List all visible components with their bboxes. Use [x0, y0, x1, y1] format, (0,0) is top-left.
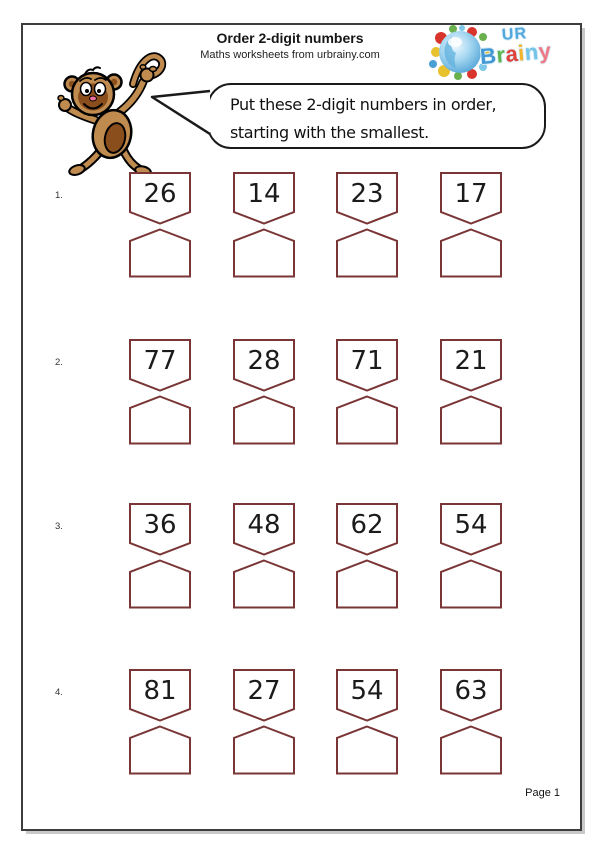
number-cell — [440, 172, 502, 278]
speech-line-1: Put these 2-digit numbers in order, — [230, 95, 497, 114]
number-banner-shape — [336, 503, 398, 556]
number-cell — [129, 172, 191, 278]
number-banner-shape — [129, 339, 191, 392]
number-banner-shape — [129, 503, 191, 556]
row-number-label: 3. — [55, 521, 63, 532]
answer-box[interactable] — [336, 395, 398, 445]
number-banner-shape — [233, 669, 295, 722]
number-cell — [336, 503, 398, 609]
number-banner-shape — [233, 503, 295, 556]
exercise-row — [0, 339, 606, 449]
number-cell — [233, 339, 295, 445]
exercise-row — [0, 669, 606, 779]
exercise-row — [0, 172, 606, 282]
number-banner-shape — [336, 339, 398, 392]
number-cell — [440, 669, 502, 775]
number-cell — [129, 339, 191, 445]
answer-box[interactable] — [129, 228, 191, 278]
row-number-label: 4. — [55, 687, 63, 698]
number-cell — [233, 172, 295, 278]
answer-box[interactable] — [233, 228, 295, 278]
answer-box[interactable] — [440, 228, 502, 278]
page-subtitle: Maths worksheets from urbrainy.com — [200, 49, 380, 61]
answer-box[interactable] — [233, 559, 295, 609]
number-cell — [129, 669, 191, 775]
answer-box[interactable] — [233, 725, 295, 775]
number-value: 36 — [143, 510, 177, 540]
number-value: 71 — [350, 346, 384, 376]
number-banner-shape — [336, 172, 398, 225]
speech-bubble — [207, 83, 546, 149]
number-cell — [440, 339, 502, 445]
number-value: 14 — [247, 179, 281, 209]
exercise-row — [0, 503, 606, 613]
number-value: 77 — [143, 346, 177, 376]
answer-box[interactable] — [440, 559, 502, 609]
number-cell — [233, 503, 295, 609]
number-value: 62 — [350, 510, 384, 540]
page-number: Page 1 — [525, 787, 560, 799]
number-cell — [233, 669, 295, 775]
speech-line-2: starting with the smallest. — [230, 123, 429, 142]
number-banner-shape — [336, 669, 398, 722]
answer-box[interactable] — [336, 228, 398, 278]
row-number-label: 2. — [55, 357, 63, 368]
logo-letter: a — [504, 40, 520, 67]
logo-letter: i — [517, 40, 526, 66]
number-value: 48 — [247, 510, 281, 540]
number-cell — [129, 503, 191, 609]
row-number-label: 1. — [55, 190, 63, 201]
number-value: 81 — [143, 676, 177, 706]
logo-letter: y — [537, 37, 553, 64]
worksheet-header — [140, 30, 440, 61]
answer-box[interactable] — [440, 725, 502, 775]
answer-box[interactable] — [336, 559, 398, 609]
number-value: 26 — [143, 179, 177, 209]
number-value: 27 — [247, 676, 281, 706]
speech-bubble-tail — [140, 80, 220, 150]
number-banner-shape — [129, 172, 191, 225]
number-value: 21 — [454, 346, 488, 376]
number-cell — [336, 172, 398, 278]
answer-box[interactable] — [129, 725, 191, 775]
number-banner-shape — [440, 339, 502, 392]
number-value: 28 — [247, 346, 281, 376]
number-banner-shape — [129, 669, 191, 722]
logo-letter: B — [479, 42, 498, 70]
number-value: 17 — [454, 179, 488, 209]
urbrainy-logo — [428, 22, 578, 82]
number-banner-shape — [440, 172, 502, 225]
number-banner-shape — [233, 339, 295, 392]
logo-letter: r — [495, 41, 507, 68]
number-banner-shape — [233, 172, 295, 225]
number-cell — [336, 339, 398, 445]
number-value: 54 — [350, 676, 384, 706]
number-cell — [440, 503, 502, 609]
answer-box[interactable] — [440, 395, 502, 445]
number-banner-shape — [440, 669, 502, 722]
logo-letter: n — [523, 39, 540, 66]
number-value: 63 — [454, 676, 488, 706]
number-value: 23 — [350, 179, 384, 209]
page-title: Order 2-digit numbers — [216, 30, 364, 46]
answer-box[interactable] — [129, 559, 191, 609]
answer-box[interactable] — [233, 395, 295, 445]
number-cell — [336, 669, 398, 775]
number-value: 54 — [454, 510, 488, 540]
logo-brainy — [479, 38, 553, 70]
number-banner-shape — [440, 503, 502, 556]
logo-ur-text: UR — [501, 25, 528, 44]
answer-box[interactable] — [336, 725, 398, 775]
answer-box[interactable] — [129, 395, 191, 445]
